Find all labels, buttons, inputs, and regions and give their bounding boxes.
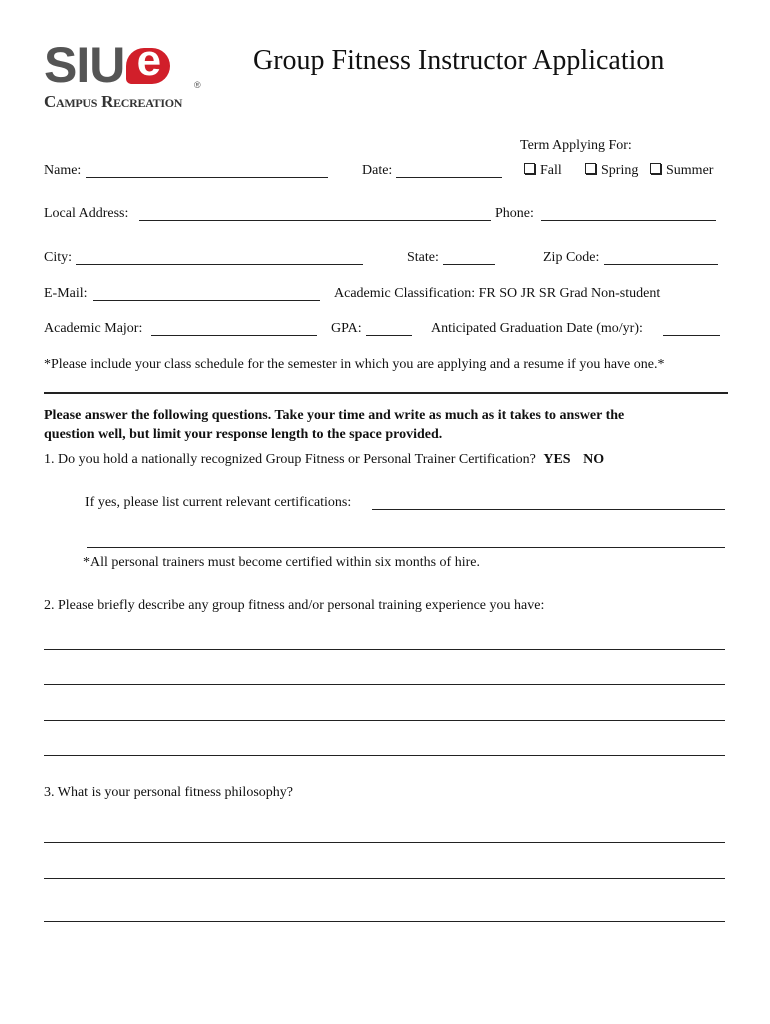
- term-spring-checkbox[interactable]: Spring: [585, 163, 638, 179]
- date-label: Date:: [362, 163, 393, 178]
- page-title: Group Fitness Instructor Application: [253, 45, 665, 76]
- answer-2-line-2[interactable]: [44, 684, 725, 685]
- yes-option[interactable]: YES: [543, 452, 571, 467]
- term-fall-checkbox[interactable]: Fall: [524, 163, 562, 179]
- gpa-field[interactable]: [366, 335, 412, 336]
- answer-2-line-1[interactable]: [44, 649, 725, 650]
- state-field[interactable]: [443, 264, 495, 265]
- instructions-line-2: question well, but limit your response length to the space provided.: [44, 427, 443, 442]
- certifications-field-line-2[interactable]: [87, 547, 725, 548]
- no-option[interactable]: NO: [583, 452, 605, 467]
- zip-field[interactable]: [604, 264, 718, 265]
- academic-major-field[interactable]: [151, 335, 317, 336]
- academic-classification[interactable]: Academic Classification: FR SO JR SR Grad Non-student: [334, 286, 661, 301]
- gpa-label: GPA:: [331, 321, 362, 336]
- phone-field[interactable]: [541, 220, 716, 221]
- email-label: E-Mail:: [44, 286, 88, 301]
- graduation-date-label: Anticipated Graduation Date (mo/yr):: [431, 321, 643, 336]
- name-field[interactable]: [86, 177, 328, 178]
- section-divider: [44, 392, 728, 394]
- certifications-label: If yes, please list current relevant certifications:: [85, 495, 352, 510]
- question-1-text: 1. Do you hold a nationally recognized Group Fitness or Personal Trainer Certification?: [44, 452, 536, 467]
- logo-text: SIU: [44, 37, 125, 93]
- city-label: City:: [44, 250, 73, 265]
- instructions-line-1: Please answer the following questions. Take your time and write as much as it takes to answer the: [44, 408, 625, 423]
- logo-e-mark: [126, 48, 170, 84]
- answer-3-line-3[interactable]: [44, 921, 725, 922]
- certifications-field-line-1[interactable]: [372, 509, 725, 510]
- local-address-field[interactable]: [139, 220, 491, 221]
- email-field[interactable]: [93, 300, 320, 301]
- question-3: 3. What is your personal fitness philosophy?: [44, 785, 293, 800]
- answer-3-line-1[interactable]: [44, 842, 725, 843]
- siue-logo: [44, 37, 170, 93]
- graduation-date-field[interactable]: [663, 335, 720, 336]
- city-field[interactable]: [76, 264, 363, 265]
- phone-label: Phone:: [495, 206, 534, 221]
- name-label: Name:: [44, 163, 82, 178]
- state-label: State:: [407, 250, 439, 265]
- zip-label: Zip Code:: [543, 250, 600, 265]
- term-summer-checkbox[interactable]: Summer: [650, 163, 713, 179]
- answer-3-line-2[interactable]: [44, 878, 725, 879]
- question-1: [44, 452, 604, 468]
- checkbox-icon: [650, 163, 661, 174]
- date-field[interactable]: [396, 177, 502, 178]
- certification-note: *All personal trainers must become certified within six months of hire.: [83, 555, 480, 570]
- logo-subtitle: Campus Recreation: [44, 92, 183, 111]
- checkbox-icon: [585, 163, 596, 174]
- local-address-label: Local Address:: [44, 206, 129, 221]
- question-2: 2. Please briefly describe any group fitness and/or personal training experience you have:: [44, 598, 545, 613]
- academic-major-label: Academic Major:: [44, 321, 143, 336]
- checkbox-icon: [524, 163, 535, 174]
- answer-2-line-4[interactable]: [44, 755, 725, 756]
- registered-mark: ®: [194, 80, 201, 90]
- answer-2-line-3[interactable]: [44, 720, 725, 721]
- schedule-note: *Please include your class schedule for the semester in which you are applying and a resume if you have one.*: [44, 357, 665, 372]
- term-label: Term Applying For:: [520, 138, 632, 153]
